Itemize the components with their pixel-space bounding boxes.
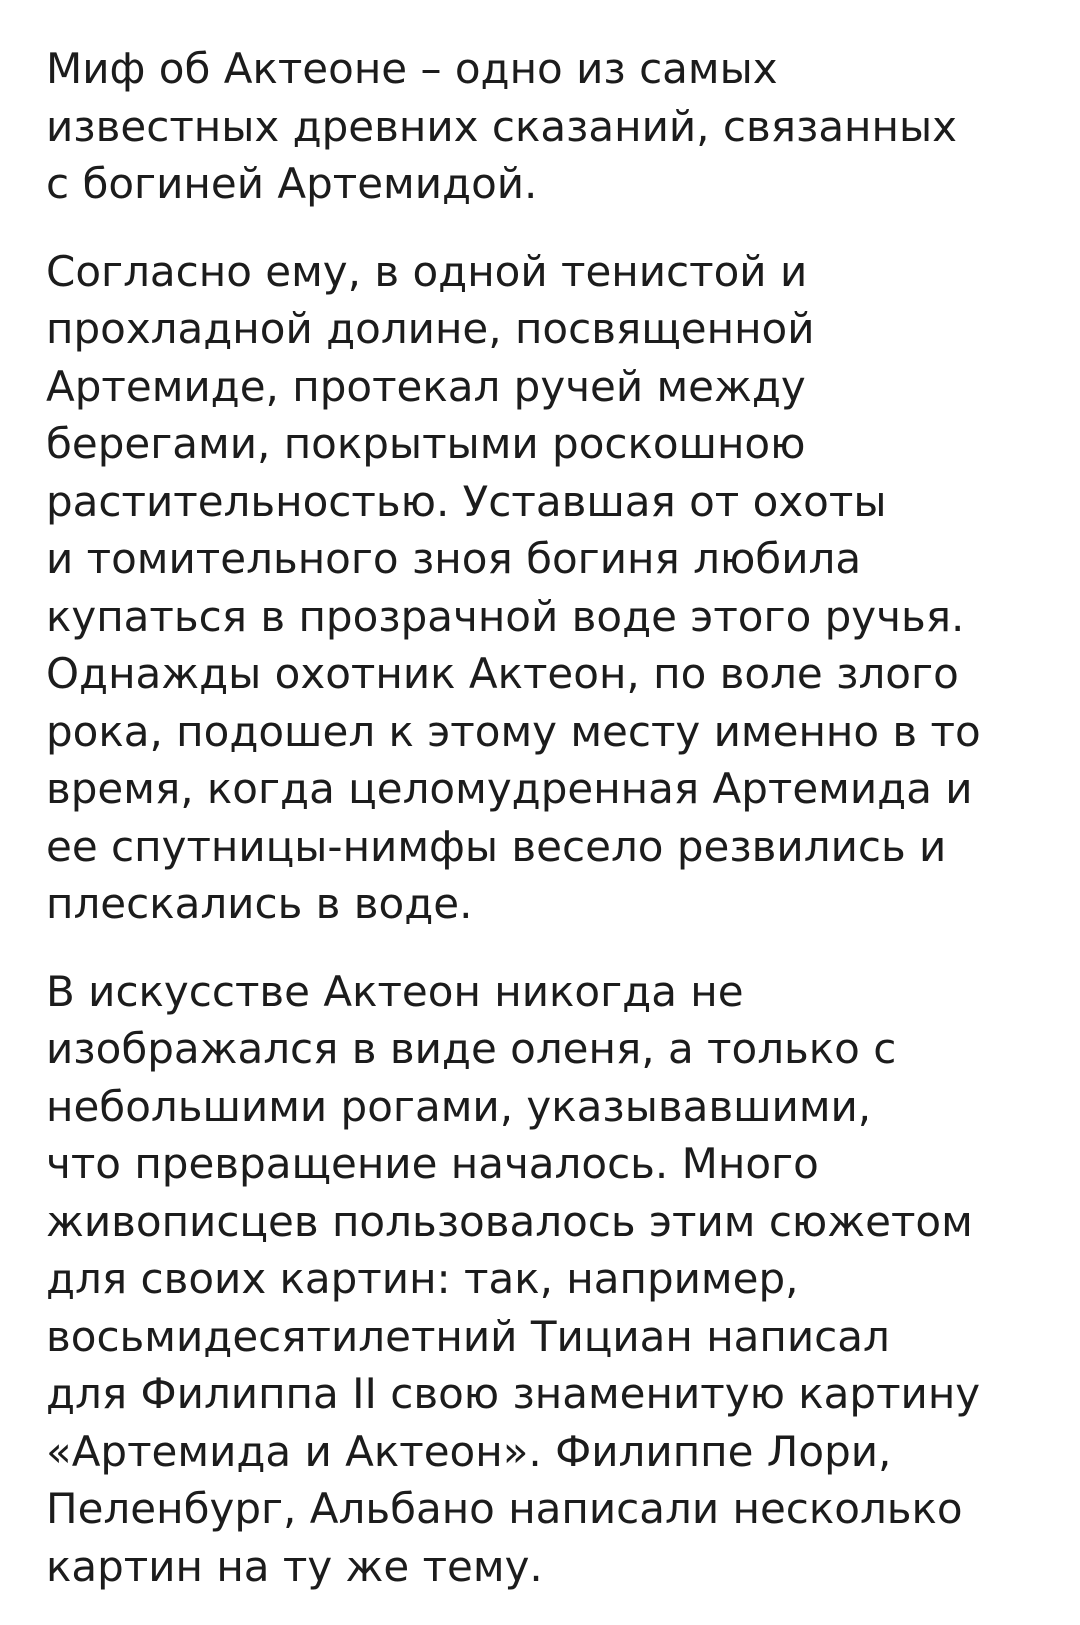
- text-line: живописцев пользовалось этим сюжетом: [46, 1196, 973, 1246]
- text-line: «Артемида и Актеон». Филиппе Лори,: [46, 1426, 892, 1476]
- text-line: восьмидесятилетний Тициан написал: [46, 1311, 890, 1361]
- text-line: купаться в прозрачной воде этого ручья.: [46, 591, 965, 641]
- text-line: с богиней Артемидой.: [46, 159, 538, 208]
- paragraph-2: [46, 243, 1035, 933]
- text-line: небольшими рогами, указывавшими,: [46, 1081, 872, 1131]
- text-line: для своих картин: так, например,: [46, 1254, 799, 1303]
- text-line: изображался в виде оленя, а только с: [46, 1024, 897, 1073]
- text-line: Однажды охотник Актеон, по воле злого: [46, 649, 959, 698]
- text-line: известных древних сказаний, связанных: [46, 101, 957, 151]
- text-line: Пеленбург, Альбано написали несколько: [46, 1484, 963, 1533]
- text-line: рока, подошел к этому месту именно в то: [46, 706, 981, 756]
- text-line: ее спутницы-нимфы весело резвились и: [46, 821, 947, 871]
- text-line: Согласно ему, в одной тенистой и: [46, 246, 808, 296]
- text-line: плескались в воде.: [46, 879, 473, 928]
- text-line: что превращение началось. Много: [46, 1139, 819, 1188]
- text-line: время, когда целомудренная Артемида и: [46, 764, 973, 813]
- text-line: картин на ту же тему.: [46, 1541, 543, 1591]
- text-line: В искусстве Актеон никогда не: [46, 966, 744, 1016]
- text-line: Миф об Актеоне – одно из самых: [46, 44, 778, 93]
- paragraph-1: [46, 40, 1035, 213]
- text-line: и томительного зноя богиня любила: [46, 534, 862, 583]
- text-line: прохладной долине, посвященной: [46, 304, 815, 353]
- text-line: Артемиде, протекал ручей между: [46, 361, 806, 411]
- text-line: берегами, покрытыми роскошною: [46, 419, 806, 468]
- paragraph-3: [46, 963, 1035, 1596]
- text-line: растительностью. Уставшая от охоты: [46, 476, 887, 526]
- text-line: для Филиппа II свою знаменитую картину: [46, 1369, 981, 1418]
